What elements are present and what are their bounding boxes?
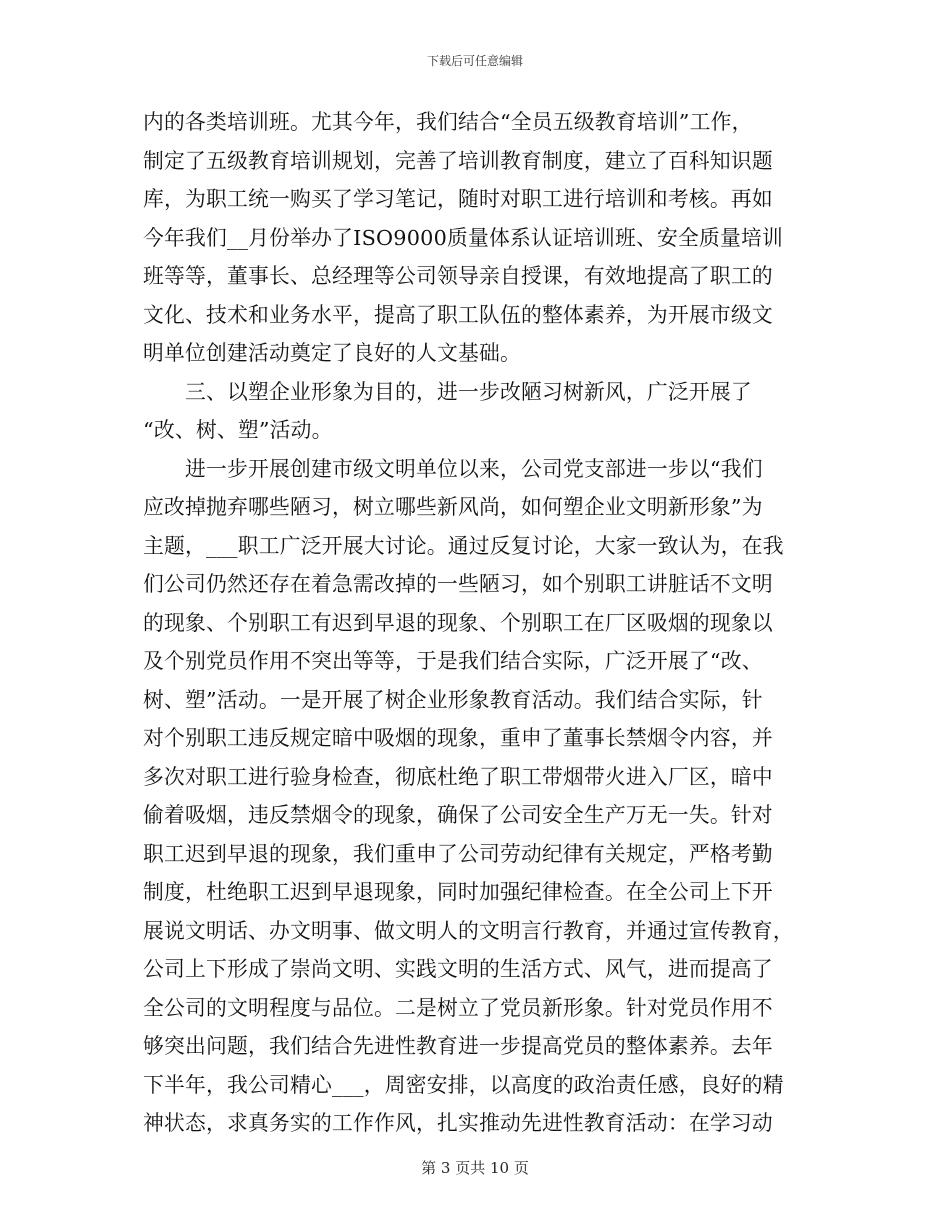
text-line: 主题，___职工广泛开展大讨论。通过反复讨论，大家一致认为，在我 (143, 533, 784, 558)
text-line: 文化、技术和业务水平，提高了职工队伍的整体素养，为开展市级文 (143, 302, 773, 327)
text-line: 够突出问题，我们结合先进性教育进一步提高党员的整体素养。去年 (143, 1034, 773, 1058)
text-line: 今年我们__月份举办了ISO9000质量体系认证培训班、安全质量培训 (143, 225, 783, 250)
text-line: 偷着吸烟，违反禁烟令的现象，确保了公司安全生产万无一失。针对 (143, 803, 773, 827)
text-line: 们公司仍然还存在着急需改掉的一些陋习，如个别职工讲脏话不文明 (143, 572, 773, 596)
text-line: 进一步开展创建市级文明单位以来，公司党支部进一步以“我们 (185, 456, 763, 481)
text-line: 神状态，求真务实的工作作风，扎实推动先进性教育活动：在学习动 (143, 1111, 773, 1135)
text-line: 全公司的文明程度与品位。二是树立了党员新形象。针对党员作用不 (143, 995, 773, 1020)
text-line: 多次对职工进行验身检查，彻底杜绝了职工带烟带火进入厂区，暗中 (143, 764, 773, 789)
section-heading-line: “改、树、塑”活动。 (143, 418, 333, 442)
text-line: 及个别党员作用不突出等等，于是我们结合实际，广泛开展了“改、 (143, 649, 763, 673)
text-line: 班等等，董事长、总经理等公司领导亲自授课，有效地提高了职工的 (143, 264, 773, 288)
text-line: 明单位创建活动奠定了良好的人文基础。 (143, 341, 521, 365)
text-line: 对个别职工违反规定暗中吸烟的现象，重申了董事长禁烟令内容，并 (143, 726, 773, 750)
text-line: 树、塑”活动。一是开展了树企业形象教育活动。我们结合实际，针 (143, 687, 763, 712)
document-body (143, 103, 808, 1143)
text-line: 展说文明话、办文明事、做文明人的文明言行教育，并通过宣传教育， (143, 918, 794, 943)
section-heading-line: 三、以塑企业形象为目的，进一步改陋习树新风，广泛开展了 (185, 379, 752, 404)
page-footer: 第 3 页共 10 页 (421, 1159, 529, 1177)
text-line: 内的各类培训班。尤其今年，我们结合“全员五级教育培训”工作， (143, 110, 753, 134)
text-line: 制定了五级教育培训规划，完善了培训教育制度，建立了百科知识题 (143, 148, 773, 173)
text-line: 下半年，我公司精心___，周密安排，以高度的政治责任感，良好的精 (143, 1072, 784, 1097)
text-line: 制度，杜绝职工迟到早退现象，同时加强纪律检查。在全公司上下开 (143, 880, 773, 904)
text-line: 库，为职工统一购买了学习笔记，随时对职工进行培训和考核。再如 (143, 187, 773, 211)
page-header: 下载后可任意编辑 (426, 54, 523, 68)
text-line: 公司上下形成了崇尚文明、实践文明的生活方式、风气，进而提高了 (143, 957, 773, 981)
text-line: 职工迟到早退的现象，我们重申了公司劳动纪律有关规定，严格考勤 (143, 841, 773, 866)
text-line: 应改掉抛弃哪些陋习，树立哪些新风尚，如何塑企业文明新形象”为 (143, 495, 763, 519)
text-line: 的现象、个别职工有迟到早退的现象、个别职工在厂区吸烟的现象以 (143, 610, 773, 635)
